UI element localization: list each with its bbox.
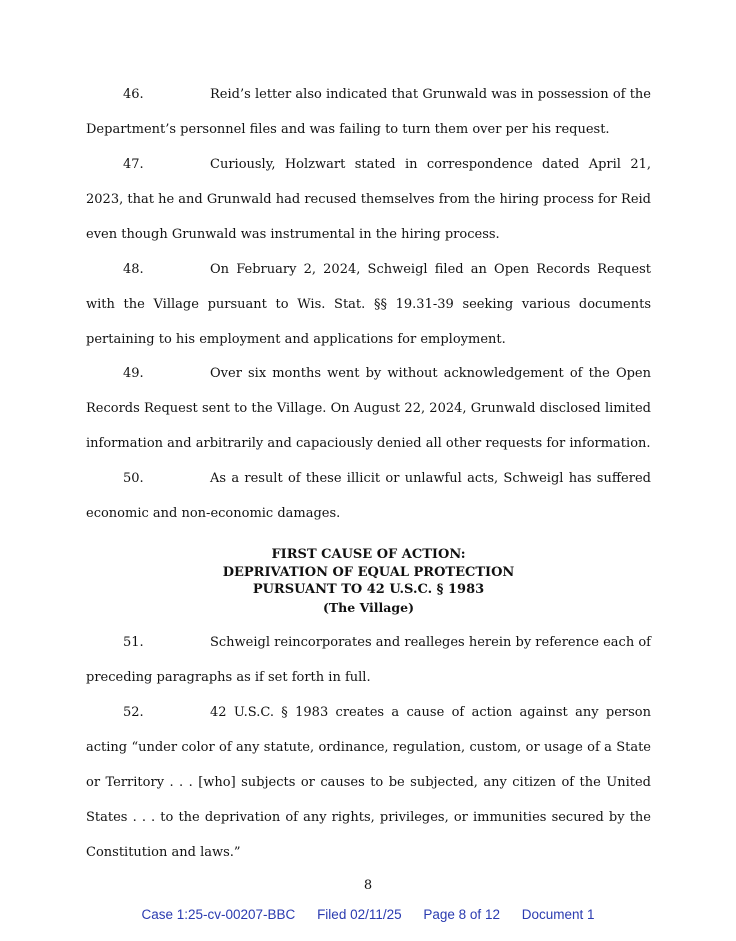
paragraph-number: 52.	[123, 705, 144, 720]
filing-footer	[0, 907, 736, 922]
paragraph-48	[86, 252, 651, 357]
heading-line: DEPRIVATION OF EQUAL PROTECTION	[222, 564, 515, 580]
paragraph-text: On February 2, 2024, Schweigl filed an Open Records Request with the Village pursuant to Wis. Stat. §§ 19.31-39 seeking various documents pertaining to his employment and applications for employment.	[86, 262, 651, 347]
paragraph-46	[86, 77, 651, 147]
paragraph-text: Curiously, Holzwart stated in correspondence dated April 21, 2023, that he and Grunwald had recused themselves from the hiring process for Reid even though Grunwald was instrumental in the hiring process.	[86, 157, 651, 242]
heading-line: FIRST CAUSE OF ACTION:	[271, 547, 466, 562]
case-number: Case 1:25-cv-00207-BBC	[141, 907, 296, 922]
paragraph-text: As a result of these illicit or unlawful acts, Schweigl has suffered economic and non-economic damages.	[86, 471, 651, 521]
paragraph-50	[86, 461, 651, 531]
filed-date: Filed 02/11/25	[317, 907, 402, 922]
heading-line: PURSUANT TO 42 U.S.C. § 1983	[252, 582, 485, 597]
heading-line: (The Village)	[322, 599, 415, 615]
page-number: 8	[363, 878, 373, 893]
paragraph-49	[86, 356, 651, 461]
paragraph-47	[86, 147, 651, 252]
paragraph-text: 42 U.S.C. § 1983 creates a cause of action against any person acting “under color of any statute, ordinance, regulation, custom, or usage of a State or Territory . . . [who] subjects or causes to be subjected, any citizen of the United States . . . to the deprivation of any rights, privileges, or immunities secured by the Constitution and laws.”	[86, 705, 651, 860]
paragraph-number: 46.	[123, 87, 144, 102]
paragraph-text: Over six months went by without acknowledgement of the Open Records Request sent to the Village. On August 22, 2024, Grunwald disclosed limited information and arbitrarily and capaciously denied all other requests for information.	[86, 366, 651, 451]
paragraph-number: 47.	[123, 157, 144, 172]
paragraph-number: 51.	[123, 635, 144, 650]
paragraph-text: Schweigl reincorporates and realleges herein by reference each of preceding paragraphs as if set forth in full.	[86, 635, 651, 685]
paragraph-text: Reid’s letter also indicated that Grunwald was in possession of the Department’s personnel files and was failing to turn them over per his request.	[86, 87, 651, 137]
paragraph-number: 49.	[123, 366, 144, 381]
paragraph-number: 48.	[123, 262, 144, 277]
section-heading	[86, 546, 651, 616]
document-number: Document 1	[521, 907, 595, 922]
paragraph-52	[86, 695, 651, 870]
paragraph-number: 50.	[123, 471, 144, 486]
paragraph-51	[86, 625, 651, 695]
page-count: Page 8 of 12	[423, 907, 500, 922]
